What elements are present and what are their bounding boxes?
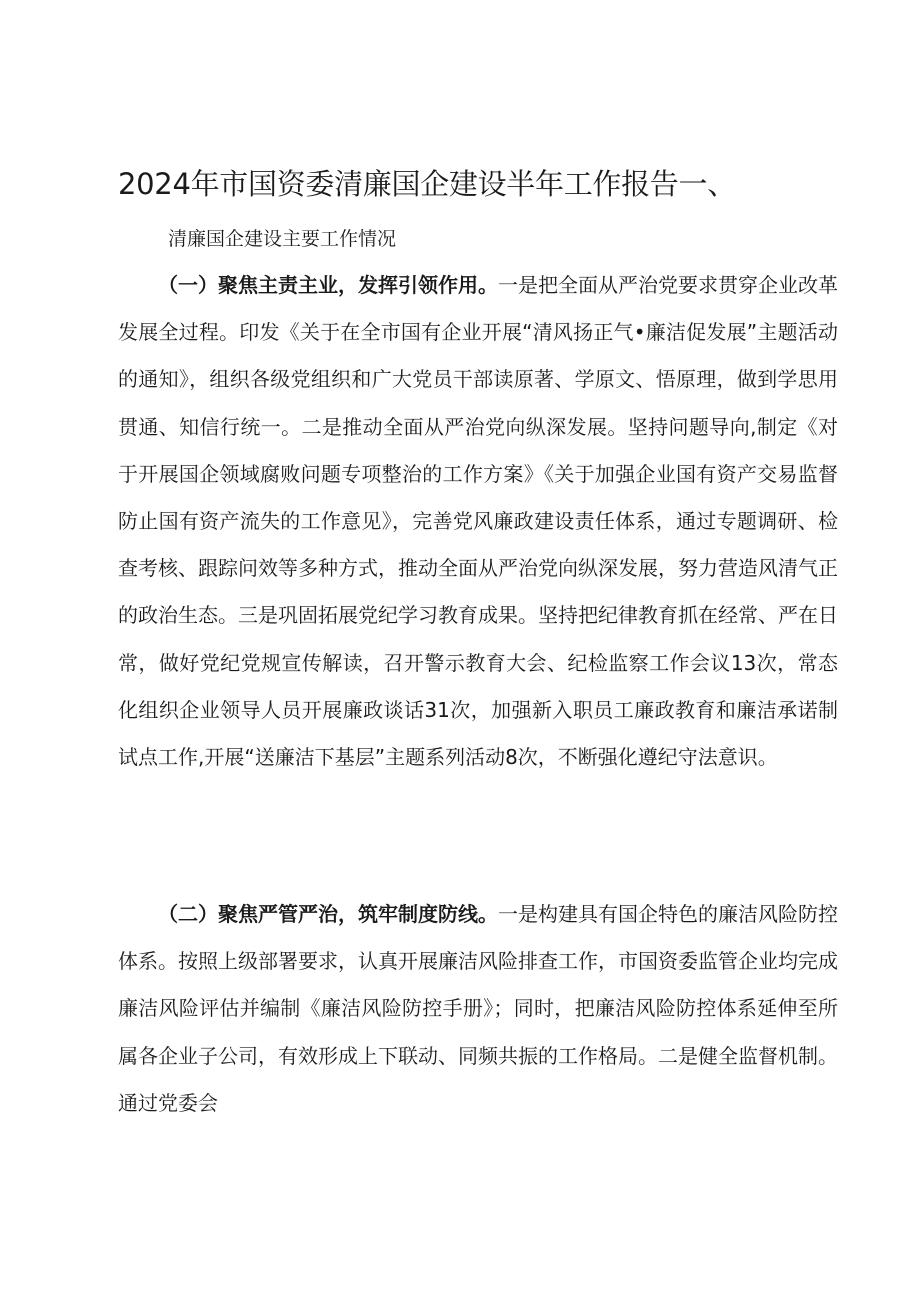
paragraph-2-body: 一是构建具有国企特色的廉洁风险防控体系。按照上级部署要求，认真开展廉洁风险排查工作，市国资委监管企业均完成廉洁风险评估并编制《廉洁风险防控手册》；同时，把廉洁风险防控体系延伸至所属各企业子公司，有效形成上下联动、同频共振的工作格局。二是健全监督机制。通过党委会 [118,902,838,1115]
paragraph-1 [118,262,838,781]
paragraph-2 [118,891,838,1127]
document-subtitle: 清廉国企建设主要工作情况 [168,228,397,250]
document-title: 2024年市国资委清廉国企建设半年工作报告一、 [118,167,736,201]
paragraph-2-heading: （二）聚焦严管严治，筑牢制度防线。 [158,902,498,926]
paragraph-1-heading: （一）聚焦主责主业，发挥引领作用。 [158,273,498,297]
paragraph-1-body: 一是把全面从严治党要求贯穿企业改革发展全过程。印发《关于在全市国有企业开展“清风扬正气•廉洁促发展”主题活动的通知》，组织各级党组织和广大党员干部读原著、学原文、悟原理，做到学思用贯通、知信行统一。二是推动全面从严治党向纵深发展。坚持问题导向,制定《对于开展国企领域腐败问题专项整治的工作方案》《关于加强企业国有资产交易监督防止国有资产流失的工作意见》，完善党风廉政建设责任体系，通过专题调研、检查考核、跟踪问效等多种方式，推动全面从严治党向纵深发展，努力营造风清气正的政治生态。三是巩固拓展党纪学习教育成果。坚持把纪律教育抓在经常、严在日常，做好党纪党规宣传解读，召开警示教育大会、纪检监察工作会议13次，常态化组织企业领导人员开展廉政谈话31次，加强新入职员工廉政教育和廉洁承诺制试点工作,开展“送廉洁下基层”主题系列活动8次，不断强化遵纪守法意识。 [118,273,838,770]
